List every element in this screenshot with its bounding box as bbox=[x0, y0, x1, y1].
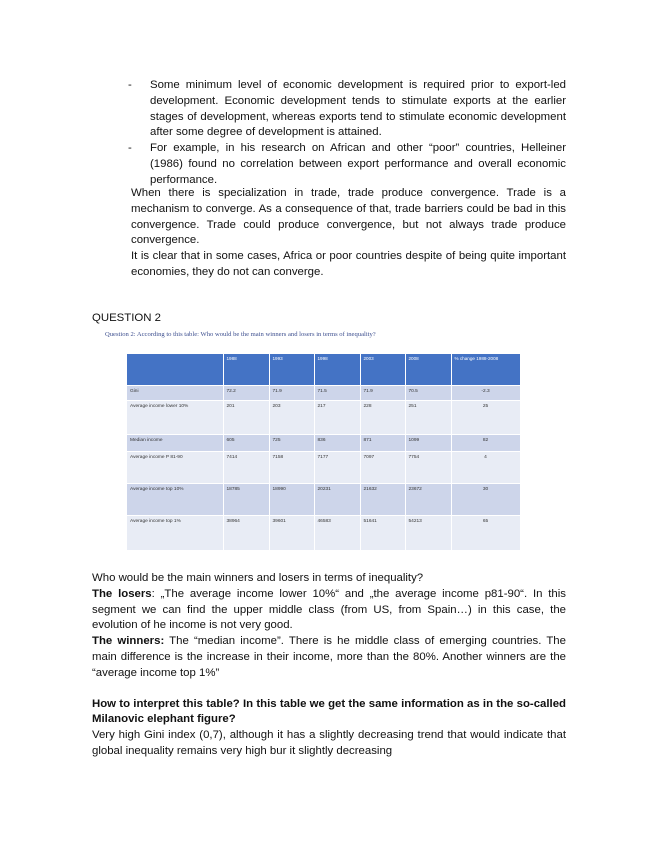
table-cell: 871 bbox=[360, 434, 405, 451]
question-line: Who would be the main winners and losers in terms of inequality? bbox=[92, 572, 424, 584]
table-cell: 725 bbox=[269, 434, 314, 451]
header-cell: 2003 bbox=[360, 354, 405, 386]
table-cell: 20231 bbox=[314, 483, 360, 516]
question-heading: QUESTION 2 bbox=[92, 312, 161, 324]
bullet-dash: - bbox=[128, 79, 132, 91]
table-cell: 72.2 bbox=[223, 386, 269, 401]
header-cell bbox=[127, 354, 223, 386]
table-cell: 4 bbox=[451, 451, 520, 483]
table-cell: 71.9 bbox=[269, 386, 314, 401]
row-label: Average income P 81-90 bbox=[127, 451, 223, 483]
table-cell: 1099 bbox=[405, 434, 451, 451]
table-cell: 23672 bbox=[405, 483, 451, 516]
table-cell: 51641 bbox=[360, 516, 405, 550]
table-cell: 46583 bbox=[314, 516, 360, 550]
table-cell: 70.5 bbox=[405, 386, 451, 401]
row-label: Gini bbox=[127, 386, 223, 401]
table-cell: 7177 bbox=[314, 451, 360, 483]
row-label: Median income bbox=[127, 434, 223, 451]
table-cell: -2.3 bbox=[451, 386, 520, 401]
table-cell: 836 bbox=[314, 434, 360, 451]
header-cell: % change 1988-2008 bbox=[451, 354, 520, 386]
table-row bbox=[127, 386, 520, 401]
table-cell: 7754 bbox=[405, 451, 451, 483]
header-cell: 1998 bbox=[314, 354, 360, 386]
table-cell: 39601 bbox=[269, 516, 314, 550]
table-cell: 251 bbox=[405, 400, 451, 434]
bullet-item bbox=[128, 78, 566, 141]
table-header-row bbox=[127, 354, 520, 386]
table-cell: 18785 bbox=[223, 483, 269, 516]
table-cell: 71.9 bbox=[360, 386, 405, 401]
bullet-list bbox=[128, 78, 566, 189]
inequality-table bbox=[127, 354, 521, 550]
paragraph-africa: It is clear that in some cases, Africa or poor countries despite of being quite important economies, they do not can converge. bbox=[131, 250, 566, 278]
interpret-question-text: How to interpret this table? In this table we get the same information as in the so-called Milanovic elephant figure? bbox=[92, 697, 566, 726]
row-label: Average income top 1% bbox=[127, 516, 223, 550]
row-label: Average income top 10% bbox=[127, 483, 223, 516]
table-cell: 65 bbox=[451, 516, 520, 550]
interpret-question bbox=[92, 697, 566, 729]
table-cell: 30 bbox=[451, 483, 520, 516]
table-row bbox=[127, 451, 520, 483]
table-row bbox=[127, 434, 520, 451]
table-cell: 7097 bbox=[360, 451, 405, 483]
table-cell: 201 bbox=[223, 400, 269, 434]
row-label: Average income lower 10% bbox=[127, 400, 223, 434]
table-row bbox=[127, 516, 520, 550]
table-cell: 71.5 bbox=[314, 386, 360, 401]
table-cell: 217 bbox=[314, 400, 360, 434]
table-cell: 7414 bbox=[223, 451, 269, 483]
winners-text: The “median income”. There is he middle class of emerging countries. The main difference is the increase in their income, more than the 80%. Another winners are the “average income top 1%” bbox=[92, 635, 566, 679]
header-cell: 1993 bbox=[269, 354, 314, 386]
losers-label: The losers bbox=[92, 587, 152, 600]
inequality-table-image bbox=[127, 354, 520, 550]
header-cell: 1988 bbox=[223, 354, 269, 386]
table-cell: 54213 bbox=[405, 516, 451, 550]
gini-paragraph: Very high Gini index (0,7), although it has a slightly decreasing trend that would indicate that global inequality remains very high bur it slightly decreasing bbox=[92, 729, 566, 757]
table-cell: 18990 bbox=[269, 483, 314, 516]
bullet-text: Some minimum level of economic development is required prior to export-led development. Economic development tends to stimulate exports at the earlier stages of development, whereas exports tend to stimulate economic development after some degree of development is attained. bbox=[150, 79, 566, 139]
header-cell: 2008 bbox=[405, 354, 451, 386]
table-cell: 7158 bbox=[269, 451, 314, 483]
bullet-item bbox=[128, 141, 566, 188]
table-cell: 203 bbox=[269, 400, 314, 434]
table-cell: 38964 bbox=[223, 516, 269, 550]
table-cell: 605 bbox=[223, 434, 269, 451]
paragraph-gap bbox=[92, 682, 566, 697]
table-cell: 228 bbox=[360, 400, 405, 434]
answer-section bbox=[92, 571, 566, 760]
bullet-text: For example, in his research on African and other “poor” countries, Helleiner (1986) found no correlation between export performance and overall economic performance. bbox=[150, 142, 566, 186]
paragraph-specialization: When there is specialization in trade, trade produce convergence. Trade is a mechanism to converge. As a consequence of that, trade barriers could be bad in this convergence. Trade could produce convergence, but not always trade produce convergence. bbox=[131, 187, 566, 247]
table-cell: 82 bbox=[451, 434, 520, 451]
losers-text: : „The average income lower 10%“ and „the average income p81-90“. In this segment we can find the upper middle class (from US, from Spain…) in this case, the evolution of he income is not very good. bbox=[92, 587, 566, 632]
table-row bbox=[127, 483, 520, 516]
question-caption: Question 2: According to this table: Who would be the main winners and losers in terms of inequality? bbox=[105, 331, 376, 338]
table-cell: 25 bbox=[451, 400, 520, 434]
losers-paragraph bbox=[92, 587, 566, 634]
winners-paragraph bbox=[92, 634, 566, 681]
bullet-dash: - bbox=[128, 142, 132, 155]
intro-paragraphs bbox=[131, 186, 566, 281]
table-row bbox=[127, 400, 520, 434]
winners-label: The winners: bbox=[92, 635, 165, 648]
table-cell: 21632 bbox=[360, 483, 405, 516]
